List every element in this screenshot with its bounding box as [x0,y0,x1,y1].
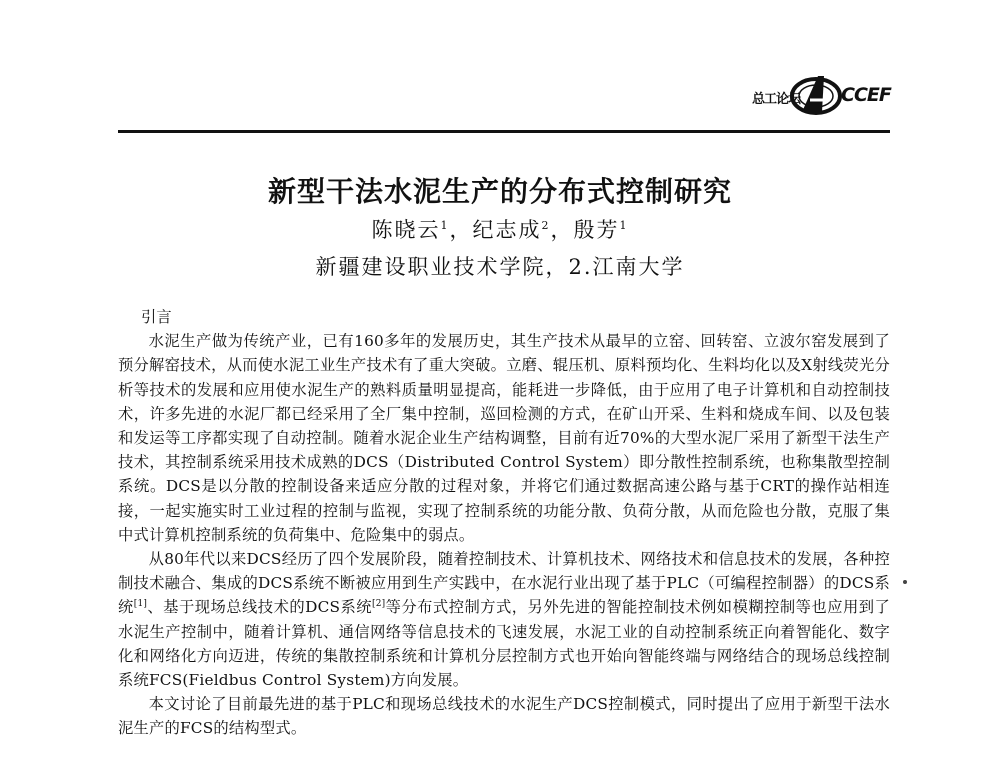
author-affiliation-mark: 1 [440,219,450,232]
paragraph-3: 本文讨论了目前最先进的基于PLC和现场总线技术的水泥生产DCS控制模式，同时提出了应用于新型干法水泥生产的FCS的结构型式。 [118,695,890,738]
citation-ref-2[interactable]: [2] [371,599,386,610]
scan-speck [903,580,907,584]
paragraph-1: 水泥生产做为传统产业，已有160多年的发展历史，其生产技术从最早的立窑、回转窑、立波尔窑发展到了预分解窑技术，从而使水泥工业生产技术有了重大突破。立磨、辊压机、原料预均化、生料均化以及X射线荧光分析等技术的发展和应用使水泥生产的熟料质量明显提高，能耗进一步降低，由于应用了电子计算机和自动控制技术，许多先进的水泥厂都已经采用了全厂集中控制，巡回检测的方式，在矿山开采、生料和烧成车间、以及包装和发运等工序都实现了自动控制。随着水泥企业生产结构调整，目前有近70%的大型水泥厂采用了新型干法生产技术，其控制系统采用技术成熟的DCS（Distributed Control System）即分散性控制系统，也称集散型控制系统。DCS是以分散的控制设备来适应分散的过程对象，并将它们通过数据高速公路与基于CRT的操作站相连接，一起实施实时工业过程的控制与监视，实现了控制系统的功能分散、负荷分散，从而危险也分散，克服了集中式计算机控制系统的负荷集中、危险集中的弱点。 [118,332,890,544]
paragraph-2 [118,547,890,692]
paragraph-2-text-c: 等分布式控制方式，另外先进的智能控制技术例如模糊控制等也应用到了水泥生产控制中，随着计算机、通信网络等信息技术的飞速发展，水泥工业的自动控制系统正向着智能化、数字化和网络化方向迈进，传统的集散控制系统和计算机分层控制方式也开始向智能终端与网络结合的现场总线控制系统FCS(Fieldbus Control System)方向发展。 [118,598,891,690]
affiliation: 新疆建设职业技术学院，2.江南大学 [315,255,685,279]
paragraph-2-text-b: 、基于现场总线技术的DCS系统 [147,598,372,617]
section-heading: 引言 [140,308,172,326]
author-list [0,214,1000,244]
article-body [118,305,890,741]
paragraph-2-text-a: 从80年代以来DCS经历了四个发展阶段，随着控制技术、计算机技术、网络技术和信息技术的发展，各种控制技术融合、集成的DCS系统不断被应用到生产实践中，在水泥行业出现了基于PLC（可编程控制器）的DCS系统 [118,550,890,617]
author-affiliation-mark: 1 [619,219,629,232]
author-affiliation-mark: 2 [541,219,551,232]
logo-english-text: CCEF [841,84,891,106]
header-rule [118,130,890,133]
paper-title: 新型干法水泥生产的分布式控制研究 [267,175,732,208]
logo-emblem-icon [788,66,844,122]
logo-chinese-text: 总工论坛 [752,92,801,107]
author-name: 殷芳 [573,218,620,242]
author-separator: ， [449,218,473,242]
author-name: 陈晓云 [371,218,441,242]
ccef-logo [738,64,898,124]
author-name: 纪志成 [472,218,542,242]
author-separator: ， [550,218,574,242]
citation-ref-1[interactable]: [1] [133,599,148,610]
